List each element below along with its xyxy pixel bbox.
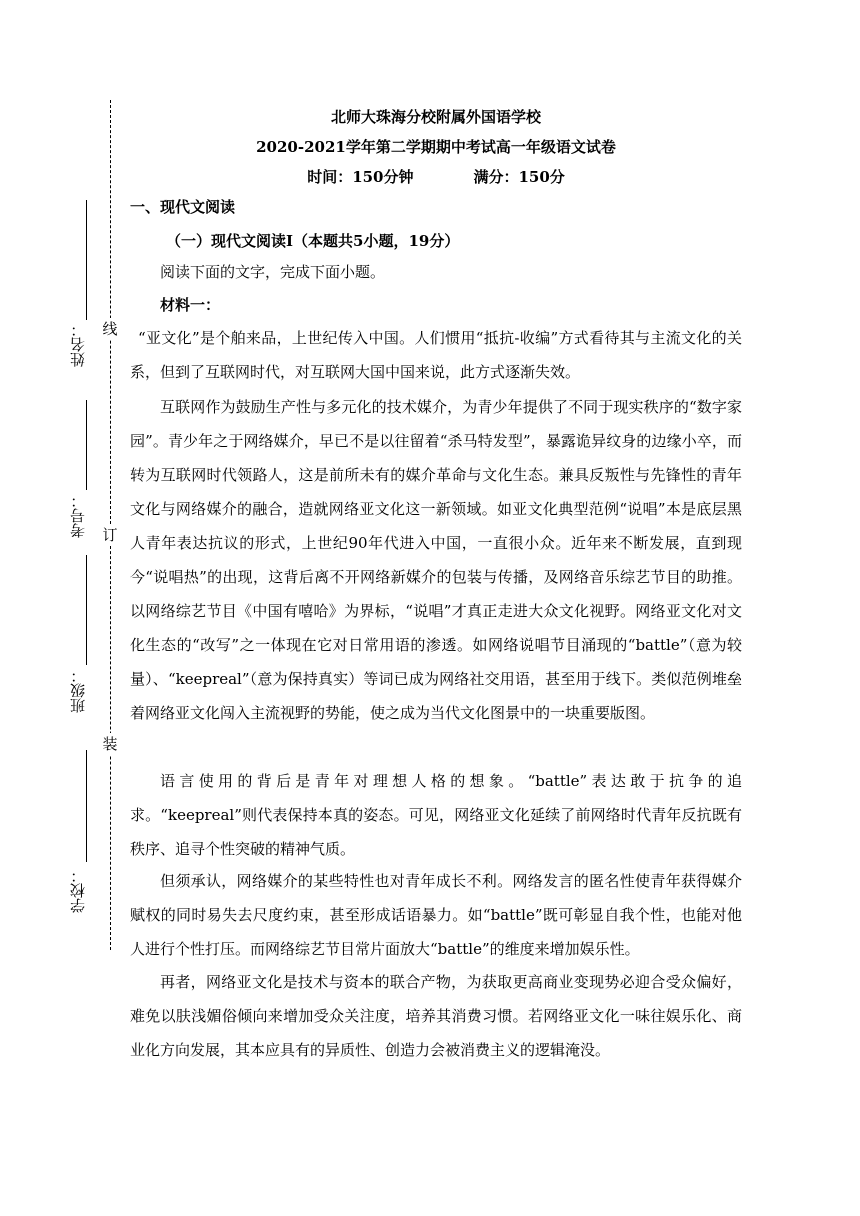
- exam-title: 2020-2021学年第二学期期中考试高一年级语文试卷: [256, 138, 616, 156]
- paragraph: “亚文化”是个舶来品，上世纪传入中国。人们惯用“抵抗-收编”方式看待其与主流文化的关系，但到了互联网时代，对互联网大国中国来说，此方式逐渐失效。: [130, 329, 742, 381]
- exam-time-score: [130, 166, 742, 187]
- paragraph: 但须承认，网络媒介的某些特性也对青年成长不利。网络发言的匿名性使青年获得媒介赋权的同时易失去尺度约束，甚至形成话语暴力。如“battle”既可彰显自我个性，也能对他人进行个性打压。而网络综艺节目常片面放大“battle”的维度来增加娱乐性。: [130, 872, 742, 958]
- cut-label-staple: 订: [96, 524, 124, 546]
- exam-full-score: 满分：150分: [473, 168, 565, 186]
- student-id-field-label: 考号：: [69, 493, 87, 538]
- name-field-label: 姓名：: [69, 322, 87, 367]
- cut-label-bind: 装: [96, 733, 124, 755]
- binding-margin: [0, 0, 130, 1216]
- student-id-field-line[interactable]: [86, 400, 87, 490]
- class-field-line[interactable]: [86, 555, 87, 665]
- school-name: 北师大珠海分校附属外国语学校: [330, 108, 541, 126]
- school-field-label: 学校：: [69, 868, 87, 913]
- instruction-text: 阅读下面的文字，完成下面小题。: [160, 263, 386, 281]
- paragraph: 语言使用的背后是青年对理想人格的想象。“battle”表达敢于抗争的追求。“keepreal”则代表保持本真的姿态。可见，网络亚文化延续了前网络时代青年反抗既有秩序、追寻个性突破的精神气质。: [130, 772, 742, 858]
- exam-time: 时间：150分钟: [307, 168, 414, 186]
- school-field-line[interactable]: [86, 750, 87, 862]
- class-field-label: 班级：: [69, 668, 87, 713]
- name-field-line[interactable]: [86, 200, 87, 320]
- section-title: 一、现代文阅读: [130, 198, 236, 216]
- paragraph: 再者，网络亚文化是技术与资本的联合产物，为获取更高商业变现势必迎合受众偏好，难免以肤浅媚俗倾向来增加受众关注度，培养其消费习惯。若网络亚文化一味往娱乐化、商业化方向发展，其本应具有的异质性、创造力会被消费主义的逻辑淹没。: [130, 973, 742, 1059]
- material-label: 材料一：: [160, 296, 221, 314]
- subsection-title: （一）现代文阅读Ⅰ（本题共5小题，19分）: [166, 232, 460, 250]
- cut-label-line: 线: [96, 318, 124, 340]
- paragraph: 互联网作为鼓励生产性与多元化的技术媒介，为青少年提供了不同于现实秩序的“数字家园”。青少年之于网络媒介，早已不是以往留着“杀马特发型”，暴露诡异纹身的边缘小卒，而转为互联网时代领路人，这是前所未有的媒介革命与文化生态。兼具反叛性与先锋性的青年文化与网络媒介的融合，造就网络亚文化这一新领域。如亚文化典型范例“说唱”本是底层黑人青年表达抗议的形式，上世纪90年代进入中国，一直很小众。近年来不断发展，直到现今“说唱热”的出现，这背后离不开网络新媒介的包装与传播，及网络音乐综艺节目的助推。以网络综艺节目《中国有嘻哈》为界标，“说唱”才真正走进大众文化视野。网络亚文化对文化生态的“改写”之一体现在它对日常用语的渗透。如网络说唱节目涌现的“battle”（意为较量）、“keepreal”（意为保持真实）等词已成为网络社交用语，甚至用于线下。类似范例堆垒着网络亚文化闯入主流视野的势能，使之成为当代文化图景中的一块重要版图。: [130, 398, 742, 722]
